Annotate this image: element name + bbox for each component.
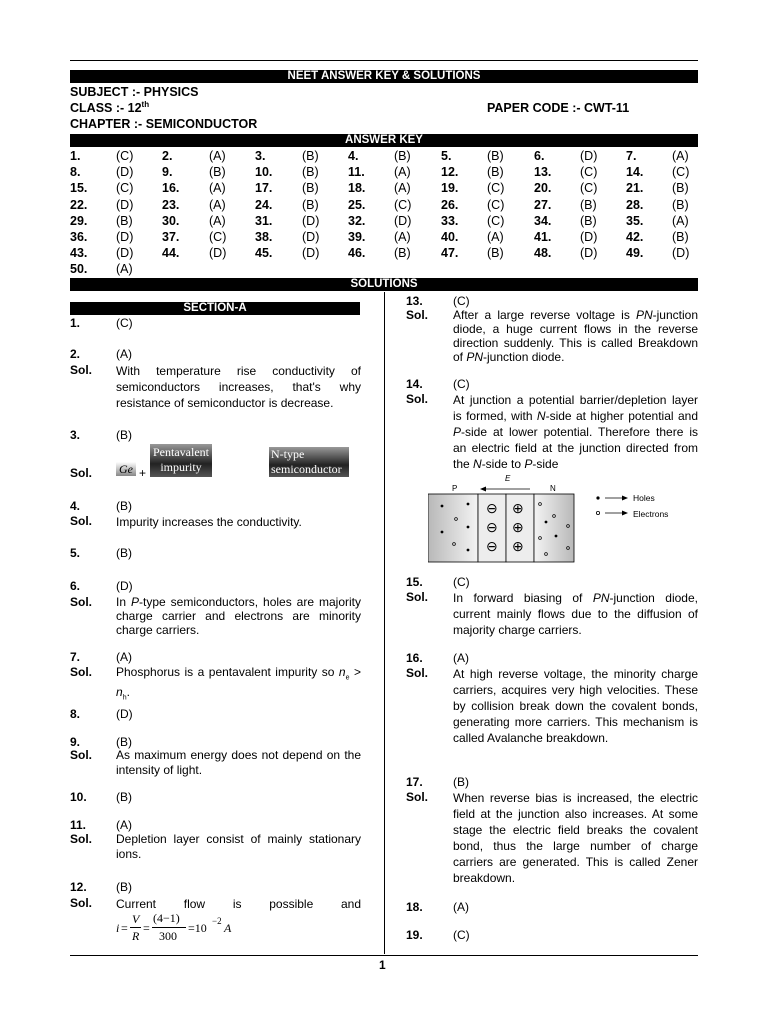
q14-answer: (C) — [453, 377, 470, 391]
paper-code: PAPER CODE :- CWT-11 — [487, 101, 630, 115]
q19-answer: (C) — [453, 928, 470, 942]
answer-key-answer: (D) — [672, 246, 690, 261]
q12-eq2: = — [143, 921, 150, 935]
q14-a: At junction a potential barrier/depletion layer is formed, with — [453, 393, 698, 423]
pn-diagram-svg — [428, 474, 688, 566]
q12-exp: −2 — [212, 916, 222, 926]
q4-answer: (B) — [116, 499, 132, 513]
answer-key-answer: (C) — [394, 197, 412, 212]
q10-answer: (B) — [116, 790, 132, 804]
q12-eq3: =10 — [188, 921, 207, 935]
answer-key-number: 37. — [162, 230, 180, 244]
q12-answer: (B) — [116, 880, 132, 894]
answer-key-row — [70, 246, 700, 262]
answer-key-row — [70, 198, 700, 214]
answer-key-answer: (D) — [302, 246, 320, 261]
q14-d: -side to — [481, 457, 525, 471]
q17-sol-label: Sol. — [406, 790, 429, 804]
q14-c: -side at lower potential. Therefore there is an electric field at the junction directed from the — [453, 425, 698, 471]
q13-sol-label: Sol. — [406, 308, 429, 322]
answer-key-answer: (C) — [487, 213, 505, 228]
q7-solution — [116, 665, 361, 706]
q11-sol-label: Sol. — [70, 832, 93, 846]
answer-key-number: 33. — [441, 213, 459, 228]
hole-dot — [467, 503, 470, 506]
answer-key-number: 34. — [534, 213, 552, 228]
q14-sol-label: Sol. — [406, 392, 429, 406]
answer-key-answer: (B) — [302, 165, 319, 180]
plus-ion-2: ⊕ — [512, 519, 524, 535]
answer-key-number: 15. — [70, 181, 88, 196]
answer-key-number: 7. — [626, 149, 637, 163]
answer-key-answer: (A) — [209, 197, 226, 212]
answer-key-answer: (A) — [487, 230, 504, 244]
hole-dot — [441, 531, 444, 534]
answer-key-answer: (D) — [302, 230, 320, 244]
q12-eq1: = — [121, 921, 128, 935]
minus-ion-3: ⊖ — [486, 538, 498, 554]
q12-numerator: (4−1) — [153, 911, 180, 925]
answer-key-number: 2. — [162, 149, 173, 163]
answer-key-number: 19. — [441, 181, 459, 196]
q9-solution: As maximum energy does not depend on the intensity of light. — [116, 748, 361, 777]
q1-answer: (C) — [116, 316, 133, 330]
answer-key-number: 26. — [441, 197, 459, 212]
q14-b: -side at higher potential and — [545, 409, 698, 423]
answer-key-number: 48. — [534, 246, 552, 261]
answer-key-number: 47. — [441, 246, 459, 261]
answer-key-number: 6. — [534, 149, 545, 163]
answer-key-row — [70, 165, 700, 181]
q16-number: 16. — [406, 651, 423, 665]
q14-solution — [453, 392, 698, 472]
q15-pn: PN — [592, 591, 610, 605]
answer-key-number: 38. — [255, 230, 273, 244]
q14-e: -side — [532, 457, 559, 471]
answer-key-answer: (B) — [302, 197, 319, 212]
plus-ion-3: ⊕ — [512, 538, 524, 554]
answer-key-number: 35. — [626, 213, 644, 228]
answer-key-answer: (B) — [394, 149, 411, 163]
answer-key-number: 28. — [626, 197, 644, 212]
answer-key-answer: (D) — [116, 230, 134, 244]
diagram-n-label: N — [550, 484, 556, 493]
diagram-e-label: E — [505, 474, 511, 483]
answer-key-answer: (A) — [394, 165, 411, 180]
answer-key-row — [70, 262, 700, 278]
answer-key-number: 20. — [534, 181, 552, 196]
answer-key-number: 43. — [70, 246, 88, 261]
q6-text-a: In — [116, 595, 131, 609]
q4-solution: Impurity increases the conductivity. — [116, 515, 302, 529]
q2-number: 2. — [70, 347, 81, 361]
answer-key-answer: (C) — [672, 165, 690, 180]
q3-number: 3. — [70, 428, 81, 442]
answer-key-number: 50. — [70, 262, 88, 277]
class-sup: th — [141, 99, 150, 109]
answer-key-answer: (A) — [209, 213, 226, 228]
answer-key-answer: (C) — [116, 181, 134, 196]
q13-solution — [453, 308, 698, 364]
q2-answer: (A) — [116, 347, 132, 361]
q2-solution: With temperature rise conductivity of semiconductors increases, that's why resistance of semiconductor is decrease. — [116, 364, 361, 410]
answer-key-number: 17. — [255, 181, 273, 196]
chapter-line: CHAPTER :- SEMICONDUCTOR — [70, 117, 258, 131]
q7-ne-sub: e — [345, 674, 350, 682]
q17-solution: When reverse bias is increased, the electric field at the junction also increases. At some stage the electric field breaks the covalent bond, thus the large number of charge carriers are generated. This is called Zener breakdown. — [453, 791, 698, 885]
q7-nh-sub: h — [122, 694, 127, 702]
class-line — [70, 101, 149, 115]
answer-key-answer: (D) — [394, 213, 412, 228]
q2-sol-label: Sol. — [70, 363, 93, 377]
q5-answer: (B) — [116, 546, 132, 560]
answer-key-number: 16. — [162, 181, 180, 196]
answer-key-answer: (A) — [394, 230, 411, 244]
q16-answer: (A) — [453, 651, 469, 665]
q3-plus: + — [139, 466, 147, 480]
q12-r: R — [132, 929, 140, 943]
answer-key-answer: (B) — [672, 197, 689, 212]
hole-dot — [441, 505, 444, 508]
q6-text-b: -type semiconductors, holes are majority charge carrier and electrons are minority charge carriers. — [116, 595, 362, 637]
p-region — [428, 494, 478, 562]
q9-answer: (B) — [116, 735, 132, 749]
answer-key-bar: ANSWER KEY — [70, 134, 698, 147]
q15-solution — [453, 590, 698, 638]
pn-junction-diagram — [428, 474, 688, 566]
answer-key-number: 5. — [441, 149, 452, 163]
answer-key-answer: (B) — [487, 246, 504, 261]
q7-ne: n — [338, 665, 346, 679]
answer-key-answer: (D) — [116, 246, 134, 261]
q4-number: 4. — [70, 499, 81, 513]
q13-a: After a large reverse voltage is — [453, 308, 636, 322]
q14-number: 14. — [406, 377, 423, 391]
q11-solution: Depletion layer consist of mainly stationary ions. — [116, 832, 361, 861]
q12-unit: A — [224, 921, 232, 935]
answer-key-number: 9. — [162, 165, 173, 180]
q13-number: 13. — [406, 294, 423, 308]
answer-key-number: 42. — [626, 230, 644, 244]
answer-key-answer: (B) — [116, 213, 133, 228]
answer-key-number: 25. — [348, 197, 366, 212]
answer-key-answer: (C) — [487, 181, 505, 196]
q12-i: i — [116, 921, 120, 935]
legend-electron-arrowhead — [622, 511, 628, 516]
q12-frac1-line — [130, 927, 141, 928]
minus-ion-1: ⊖ — [486, 500, 498, 516]
answer-key-number: 36. — [70, 230, 88, 244]
legend-holes-label: Holes — [633, 493, 655, 503]
q14-n: N — [536, 409, 546, 423]
q3-ge: Ge — [116, 462, 136, 476]
answer-key-row — [70, 149, 700, 165]
answer-key-number: 49. — [626, 246, 644, 261]
q7-text-a: Phosphorus is a pentavalent impurity so — [116, 665, 339, 679]
q6-answer: (D) — [116, 579, 133, 593]
answer-key-answer: (B) — [672, 181, 689, 196]
answer-key-number: 4. — [348, 149, 359, 163]
answer-key-number: 18. — [348, 181, 366, 196]
q7-end: . — [126, 685, 130, 700]
answer-key-row — [70, 230, 700, 246]
answer-key-number: 23. — [162, 197, 180, 212]
q13-answer: (C) — [453, 294, 470, 308]
answer-key-answer: (A) — [209, 149, 226, 163]
q18-answer: (A) — [453, 900, 469, 914]
field-arrowhead — [480, 487, 486, 492]
answer-key-answer: (C) — [580, 165, 598, 180]
q7-answer: (A) — [116, 650, 132, 664]
q17-answer: (B) — [453, 775, 469, 789]
q15-a: In forward biasing of — [453, 591, 593, 605]
section-a-bar: SECTION-A — [70, 302, 360, 315]
answer-key-number: 14. — [626, 165, 644, 180]
answer-key-answer: (A) — [394, 181, 411, 196]
answer-key-row — [70, 181, 700, 197]
n-region — [534, 494, 574, 562]
q12-frac2-line — [152, 927, 186, 928]
answer-key-number: 12. — [441, 165, 459, 180]
top-rule — [70, 60, 698, 61]
column-divider — [384, 292, 385, 954]
answer-key-number: 31. — [255, 213, 273, 228]
q7-number: 7. — [70, 650, 81, 664]
answer-key-number: 30. — [162, 213, 180, 228]
q1-number: 1. — [70, 316, 81, 330]
subject-line: SUBJECT :- PHYSICS — [70, 85, 199, 99]
answer-key-answer: (A) — [116, 262, 133, 277]
footer-rule — [70, 955, 698, 956]
q19-number: 19. — [406, 928, 423, 942]
q6-number: 6. — [70, 579, 81, 593]
answer-key-number: 3. — [255, 149, 266, 163]
q11-answer: (A) — [116, 818, 132, 832]
answer-key-answer: (D) — [116, 197, 134, 212]
diagram-p-label: P — [452, 484, 458, 493]
answer-key-number: 44. — [162, 246, 180, 261]
legend-electrons-label: Electrons — [633, 509, 669, 519]
answer-key-number: 21. — [626, 181, 644, 196]
q13-pn2: PN — [466, 350, 484, 364]
answer-key-number: 46. — [348, 246, 366, 261]
answer-key-answer: (B) — [209, 165, 226, 180]
minus-ion-2: ⊖ — [486, 519, 498, 535]
hole-dot — [545, 521, 548, 524]
q12-sol-label: Sol. — [70, 896, 93, 910]
q13-b: -junction diode, a huge current flows in the reverse direction suddenly. This is called Breakdown of — [453, 308, 698, 364]
q8-answer: (D) — [116, 707, 133, 721]
answer-key-answer: (B) — [394, 246, 411, 261]
hole-dot — [467, 526, 470, 529]
answer-key-number: 8. — [70, 165, 81, 180]
answer-key-answer: (D) — [302, 213, 320, 228]
answer-key-number: 24. — [255, 197, 273, 212]
legend-hole-arrowhead — [622, 496, 628, 501]
q18-number: 18. — [406, 900, 423, 914]
answer-key-answer: (A) — [672, 149, 689, 163]
answer-key-answer: (D) — [209, 246, 227, 261]
q16-sol-label: Sol. — [406, 666, 429, 680]
q9-number: 9. — [70, 735, 81, 749]
page-number: 1 — [379, 958, 386, 972]
answer-key-answer: (B) — [302, 149, 319, 163]
q8-number: 8. — [70, 707, 81, 721]
answer-key-number: 22. — [70, 197, 88, 212]
solutions-bar: SOLUTIONS — [70, 278, 698, 291]
answer-key-number: 40. — [441, 230, 459, 244]
q13-pn: PN — [635, 308, 653, 322]
q10-number: 10. — [70, 790, 87, 804]
q12-v: V — [132, 912, 140, 926]
q3-answer: (B) — [116, 428, 132, 442]
legend-electron-dot — [596, 511, 599, 514]
answer-key-answer: (C) — [116, 149, 134, 163]
answer-key-answer: (B) — [672, 230, 689, 244]
answer-key-answer: (D) — [116, 165, 134, 180]
q7-gt: > — [349, 665, 361, 679]
answer-key-answer: (B) — [580, 197, 597, 212]
q5-number: 5. — [70, 546, 81, 560]
q9-sol-label: Sol. — [70, 748, 93, 762]
answer-key-number: 32. — [348, 213, 366, 228]
q14-p: P — [453, 425, 462, 439]
answer-key-answer: (D) — [580, 230, 598, 244]
answer-key-number: 39. — [348, 230, 366, 244]
q3-sol-label: Sol. — [70, 466, 93, 480]
answer-key-answer: (D) — [580, 149, 598, 163]
q13-c: -junction diode. — [483, 350, 565, 364]
answer-key-number: 11. — [348, 165, 365, 180]
q15-b: -junction diode, current mainly flows due to the diffusion of majority charge carriers. — [453, 591, 698, 637]
q11-number: 11. — [70, 818, 87, 832]
class-text: CLASS :- 12 — [70, 101, 142, 115]
legend-hole-dot — [596, 496, 599, 499]
q7-nh: n — [116, 685, 123, 700]
q6-sol-label: Sol. — [70, 595, 93, 609]
q6-solution — [116, 595, 361, 637]
q7-sol-label: Sol. — [70, 665, 93, 679]
q15-number: 15. — [406, 575, 423, 589]
answer-key-answer: (B) — [302, 181, 319, 196]
answer-key-number: 27. — [534, 197, 552, 212]
q14-n2: N — [473, 457, 482, 471]
q17-number: 17. — [406, 775, 423, 789]
answer-key-answer: (B) — [487, 165, 504, 180]
q15-answer: (C) — [453, 575, 470, 589]
q3-ntype-box: N-type semiconductor — [269, 447, 349, 477]
q15-sol-label: Sol. — [406, 590, 429, 604]
answer-key-number: 1. — [70, 149, 81, 163]
answer-key-number: 10. — [255, 165, 273, 180]
plus-ion-1: ⊕ — [512, 500, 524, 516]
q4-sol-label: Sol. — [70, 514, 93, 528]
q16-solution: At high reverse voltage, the minority charge carriers, acquires very high velocities. These by collision break down the covalent bonds, generating more carriers. This mechanism is called Avalanche breakdown. — [453, 667, 698, 745]
q14-p2: P — [524, 457, 533, 471]
q12-number: 12. — [70, 880, 87, 894]
q12-formula — [116, 912, 276, 944]
answer-key-answer: (C) — [487, 197, 505, 212]
answer-key-answer: (B) — [580, 213, 597, 228]
answer-key-answer: (C) — [580, 181, 598, 196]
hole-dot — [555, 535, 558, 538]
q3-impurity-box: Pentavalent impurity — [150, 444, 212, 477]
answer-key-number: 13. — [534, 165, 552, 180]
answer-key-number: 41. — [534, 230, 552, 244]
answer-key-answer: (A) — [672, 213, 689, 228]
answer-key-answer: (D) — [580, 246, 598, 261]
q6-italic-p: P — [131, 595, 140, 609]
answer-key-answer: (B) — [487, 149, 504, 163]
answer-key-number: 29. — [70, 213, 88, 228]
answer-key-number: 45. — [255, 246, 273, 261]
hole-dot — [467, 549, 470, 552]
answer-key-answer: (A) — [209, 181, 226, 196]
title-bar: NEET ANSWER KEY & SOLUTIONS — [70, 70, 698, 83]
q12-solution: Current flow is possible and — [116, 897, 361, 911]
answer-key-answer: (C) — [209, 230, 227, 244]
q12-denominator: 300 — [159, 929, 177, 943]
answer-key-row — [70, 214, 700, 230]
